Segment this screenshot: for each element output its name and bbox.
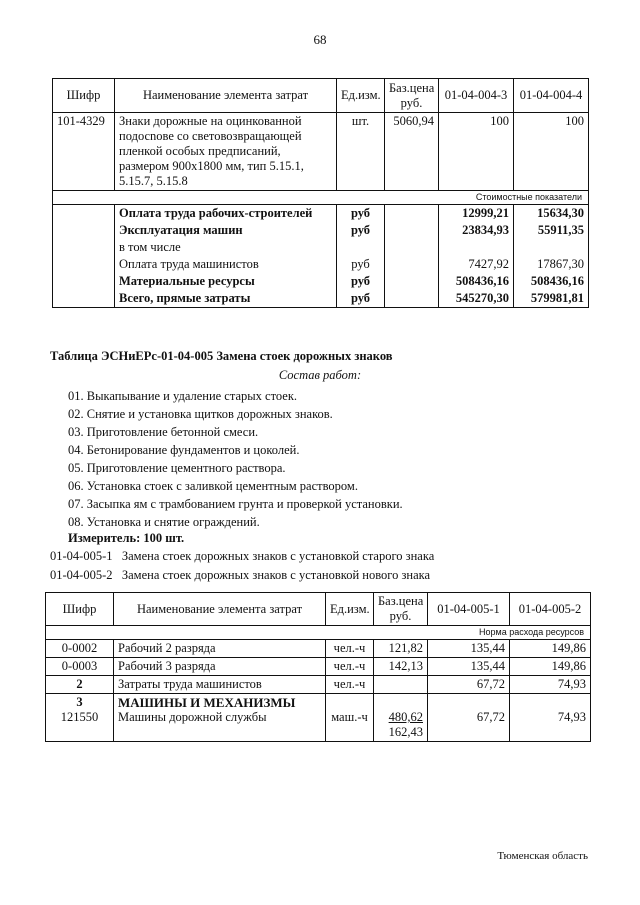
section-label: Норма расхода ресурсов xyxy=(46,626,591,640)
cell-unit: шт. xyxy=(337,113,385,191)
table-row xyxy=(53,113,589,191)
cell-value-2: 100 xyxy=(514,113,589,191)
header-code: Шифр xyxy=(53,79,115,113)
header-name: Наименование элемента затрат xyxy=(114,593,326,626)
group-name: МАШИНЫ И МЕХАНИЗМЫ xyxy=(118,695,296,710)
table-header-row xyxy=(46,593,591,626)
section-subtitle: Состав работ: xyxy=(278,368,362,382)
meter-label: Измеритель: 100 шт. xyxy=(68,531,185,545)
list-item: 05. Приготовление цементного раствора. xyxy=(68,461,286,475)
header-col-2: 01-04-005-2 xyxy=(510,593,591,626)
row-value-2: 149,86 xyxy=(510,640,591,658)
list-item: 08. Установка и снятие ограждений. xyxy=(68,515,260,529)
list-item: 01. Выкапывание и удаление старых стоек. xyxy=(68,389,298,403)
header-name: Наименование элемента затрат xyxy=(115,79,337,113)
code-desc: Замена стоек дорожных знаков с установкой нового знака xyxy=(121,568,431,582)
row-unit: руб xyxy=(337,256,385,273)
row-name: Всего, прямые затраты xyxy=(115,290,337,308)
row-value-2: 15634,30 xyxy=(514,205,589,223)
header-col-1: 01-04-005-1 xyxy=(428,593,510,626)
row-unit: руб xyxy=(337,205,385,223)
row-name: Оплата труда рабочих-строителей xyxy=(115,205,337,223)
footer-region: Тюменская область xyxy=(497,850,588,862)
table-row xyxy=(46,658,591,676)
row-value-2: 149,86 xyxy=(510,658,591,676)
row-unit: чел.-ч xyxy=(326,658,374,676)
row-name: Затраты труда машинистов xyxy=(114,676,326,694)
row-name: Машины дорожной службы xyxy=(118,710,267,724)
section-label: Стоимостные показатели xyxy=(53,191,589,205)
row-name: Оплата труда машинистов xyxy=(115,256,337,273)
row-value-2: 55911,35 xyxy=(514,222,589,239)
cell-price: 5060,94 xyxy=(385,113,439,191)
row-value-1: 545270,30 xyxy=(439,290,514,308)
resource-table-01-04-005 xyxy=(45,592,591,742)
table-row xyxy=(53,273,589,290)
header-code: Шифр xyxy=(46,593,114,626)
row-unit: маш.-ч xyxy=(331,710,368,724)
code-line xyxy=(50,566,430,584)
section-label-row xyxy=(46,626,591,640)
table-row xyxy=(53,222,589,239)
row-name: Рабочий 2 разряда xyxy=(114,640,326,658)
table-row xyxy=(53,256,589,273)
works-list xyxy=(68,387,403,531)
row-price xyxy=(374,676,428,694)
table-row-machines xyxy=(46,694,591,742)
row-price-bottom: 162,43 xyxy=(388,725,423,739)
table-row xyxy=(46,676,591,694)
row-name: в том числе xyxy=(115,239,337,256)
section-title: Таблица ЭСНиЕРс-01-04-005 Замена стоек дорожных знаков xyxy=(50,349,393,363)
row-name: Рабочий 3 разряда xyxy=(114,658,326,676)
row-unit: руб xyxy=(337,222,385,239)
header-col-1: 01-04-004-3 xyxy=(439,79,514,113)
row-code: 121550 xyxy=(60,710,99,724)
row-name: Материальные ресурсы xyxy=(115,273,337,290)
row-price: 142,13 xyxy=(374,658,428,676)
row-code: 0-0003 xyxy=(46,658,114,676)
row-value-2: 579981,81 xyxy=(514,290,589,308)
cell-value-1: 100 xyxy=(439,113,514,191)
row-code: 2 xyxy=(46,676,114,694)
row-unit: чел.-ч xyxy=(326,676,374,694)
row-price-top: 480,62 xyxy=(388,710,423,724)
row-value-1: 508436,16 xyxy=(439,273,514,290)
row-value-1: 67,72 xyxy=(476,710,505,724)
group-code: 3 xyxy=(76,695,83,709)
row-unit: чел.-ч xyxy=(326,640,374,658)
row-value-1: 7427,92 xyxy=(439,256,514,273)
header-col-2: 01-04-004-4 xyxy=(514,79,589,113)
list-item: 02. Снятие и установка щитков дорожных знаков. xyxy=(68,407,333,421)
list-item: 06. Установка стоек с заливкой цементным раствором. xyxy=(68,479,358,493)
header-unit: Ед.изм. xyxy=(326,593,374,626)
list-item: 03. Приготовление бетонной смеси. xyxy=(68,425,259,439)
row-unit: руб xyxy=(337,290,385,308)
code-line xyxy=(50,547,434,565)
page-number: 68 xyxy=(313,32,327,47)
cell-name: Знаки дорожные на оцинкованной подосnове со световозвращающей пленкой особых предписаний, размером 900x1800 мм, тип 5.15.1, 5.15.7, 5.15.8 xyxy=(115,113,337,191)
table-header-row xyxy=(53,79,589,113)
row-value-1: 67,72 xyxy=(428,676,510,694)
row-value-2: 74,93 xyxy=(510,676,591,694)
row-value-2: 508436,16 xyxy=(514,273,589,290)
cell-code: 101-4329 xyxy=(53,113,115,191)
header-price: Баз.цена руб. xyxy=(374,593,428,626)
code-id: 01-04-005-1 xyxy=(50,549,113,563)
row-name: Эксплуатация машин xyxy=(115,222,337,239)
row-code: 0-0002 xyxy=(46,640,114,658)
table-row xyxy=(53,239,589,256)
table-row xyxy=(53,290,589,308)
section-label-row xyxy=(53,191,589,205)
list-item: 04. Бетонирование фундаментов и цоколей. xyxy=(68,443,300,457)
header-price: Баз.цена руб. xyxy=(385,79,439,113)
row-unit: руб xyxy=(337,273,385,290)
row-value-2: 17867,30 xyxy=(514,256,589,273)
code-id: 01-04-005-2 xyxy=(50,568,113,582)
table-row xyxy=(46,640,591,658)
list-item: 07. Засыпка ям с трамбованием грунта и проверкой установки. xyxy=(68,497,403,511)
row-value-1: 12999,21 xyxy=(439,205,514,223)
code-desc: Замена стоек дорожных знаков с установкой старого знака xyxy=(121,549,435,563)
cost-table-01-04-004 xyxy=(52,78,589,308)
row-value-1: 135,44 xyxy=(428,658,510,676)
row-price: 121,82 xyxy=(374,640,428,658)
header-unit: Ед.изм. xyxy=(337,79,385,113)
row-value-1: 135,44 xyxy=(428,640,510,658)
table-row xyxy=(53,205,589,223)
row-value-2: 74,93 xyxy=(557,710,586,724)
row-value-1: 23834,93 xyxy=(439,222,514,239)
